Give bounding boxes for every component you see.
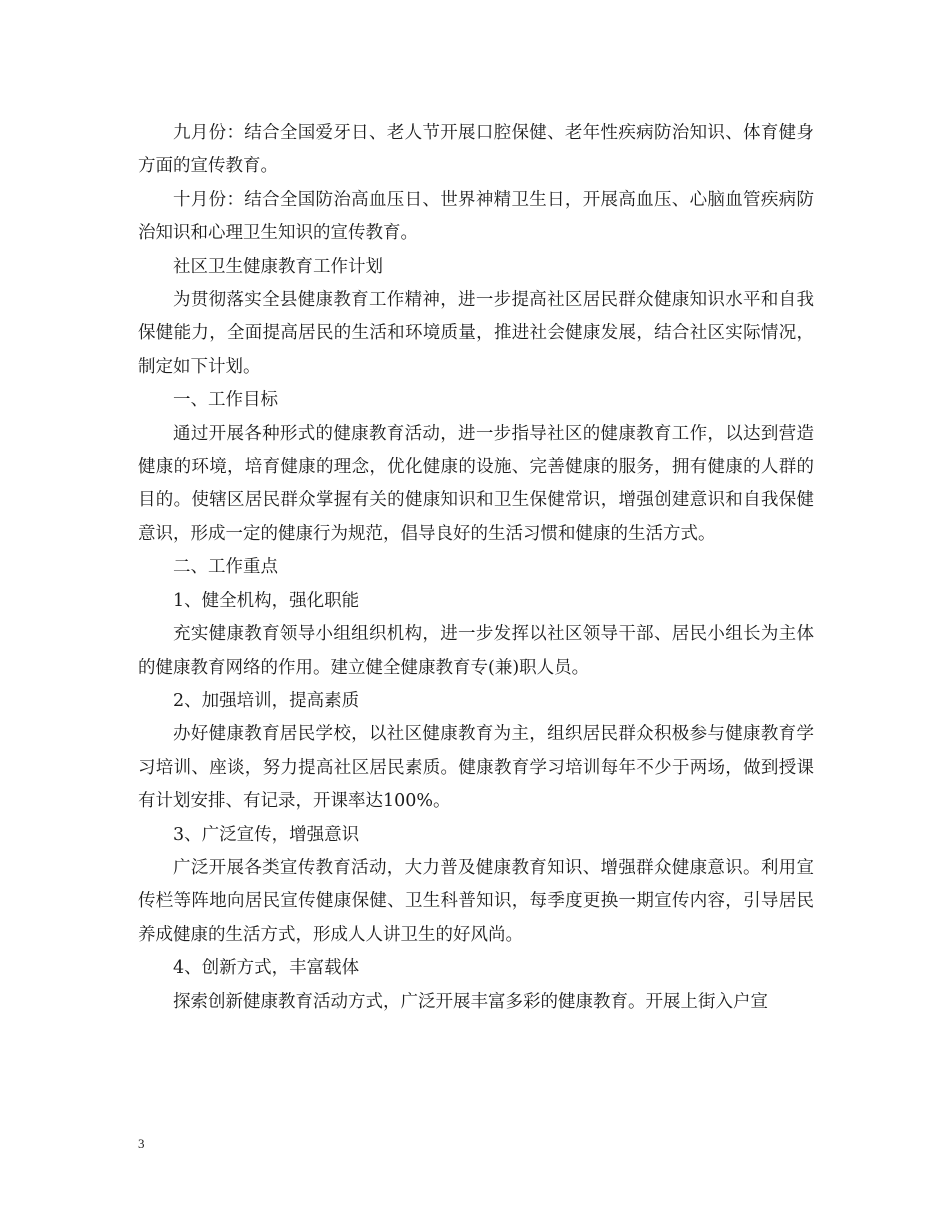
paragraph-october-plan: 十月份：结合全国防治高血压日、世界神精卫生日，开展高血压、心脑血管疾病防治知识和心理卫生知识的宣传教育。 — [138, 189, 814, 244]
subheading-innovation: 4、创新方式，丰富载体 — [173, 958, 360, 979]
page-number: 3 — [138, 1136, 145, 1151]
paragraph-intro: 为贯彻落实全县健康教育工作精神，进一步提高社区居民群众健康知识水平和自我保健能力，全面提高居民的生活和环境质量，推进社会健康发展，结合社区实际情况，制定如下计划。 — [138, 290, 814, 377]
paragraph-innovation: 探索创新健康教育活动方式，广泛开展丰富多彩的健康教育。开展上街入户宣 — [173, 991, 768, 1012]
document-body — [138, 117, 814, 1019]
section-title-community-plan: 社区卫生健康教育工作计划 — [173, 256, 383, 277]
paragraph-organization: 充实健康教育领导小组组织机构，进一步发挥以社区领导干部、居民小组长为主体的健康教育网络的作用。建立健全健康教育专(兼)职人员。 — [138, 624, 814, 678]
paragraph-work-goals: 通过开展各种形式的健康教育活动，进一步指导社区的健康教育工作，以达到营造健康的环境，培育健康的理念，优化健康的设施、完善健康的服务，拥有健康的人群的目的。使辖区居民群众掌握有关的健康知识和卫生保健常识，增强创建意识和自我保健意识，形成一定的健康行为规范，倡导良好的生活习惯和健康的生活方式。 — [138, 423, 814, 544]
paragraph-september-plan: 九月份：结合全国爱牙日、老人节开展口腔保健、老年性疾病防治知识、体育健身方面的宣传教育。 — [138, 123, 814, 177]
subheading-publicity: 3、广泛宣传，增强意识 — [173, 824, 360, 845]
subheading-training: 2、加强培训，提高素质 — [173, 690, 360, 711]
paragraph-publicity: 广泛开展各类宣传教育活动，大力普及健康教育知识、增强群众健康意识。利用宣传栏等阵地向居民宣传健康保健、卫生科普知识，每季度更换一期宣传内容，引导居民养成健康的生活方式，形成人人讲卫生的好风尚。 — [138, 857, 814, 945]
subheading-organization: 1、健全机构，强化职能 — [173, 590, 360, 611]
heading-work-goals: 一、工作目标 — [173, 390, 278, 411]
heading-work-focus: 二、工作重点 — [173, 557, 278, 578]
paragraph-training: 办好健康教育居民学校，以社区健康教育为主，组织居民群众积极参与健康教育学习培训、座谈，努力提高社区居民素质。健康教育学习培训每年不少于两场，做到授课有计划安排、有记录，开课率达100%。 — [138, 724, 814, 812]
